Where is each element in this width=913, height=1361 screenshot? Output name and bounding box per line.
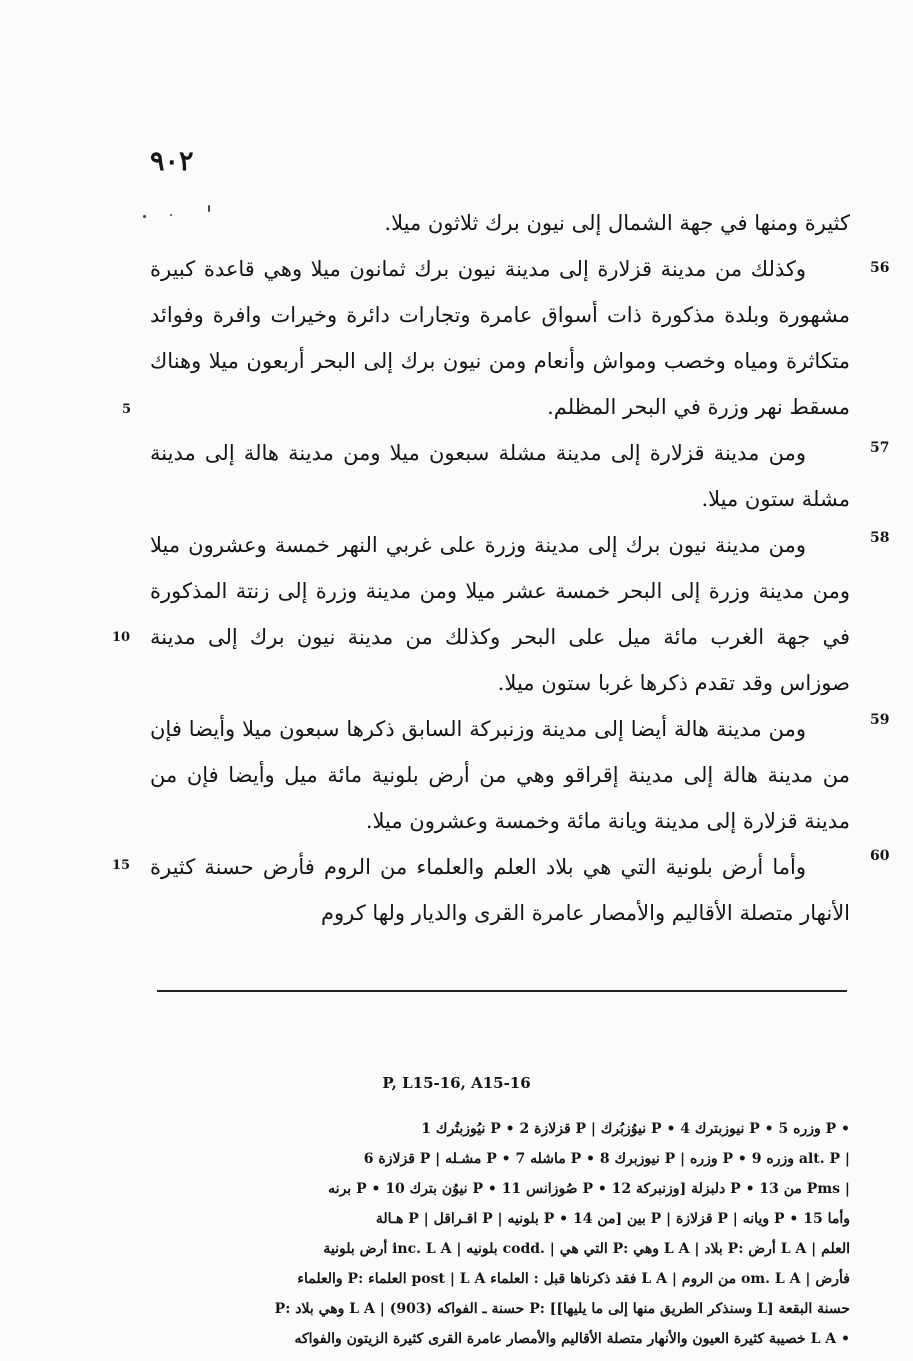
apparatus-line: • L A خصيبة كثيرة العيون والأنهار متصلة الأقاليم والأمصار عامرة القرى كثيرة الزيتون والفواكه — [294, 1331, 850, 1347]
paragraph-number: 57 — [870, 440, 890, 456]
apparatus-line: فأرض | om. L A من الروم | L A فقد ذكرناها قبل : العلماء post | L A العلماء :P والعلماء — [297, 1271, 850, 1287]
critical-apparatus — [155, 1114, 850, 1354]
line-number: 10 — [112, 630, 131, 645]
footnote-divider — [157, 990, 847, 992]
line-number: 5 — [122, 402, 132, 417]
paragraph-number: 59 — [870, 712, 890, 728]
paragraph-number: 56 — [870, 260, 890, 276]
line-number: 15 — [112, 858, 131, 873]
paragraph: كثيرة ومنها في جهة الشمال إلى نيون برك ثلاثون ميلا. — [384, 211, 850, 235]
page-number: ٩٠٢ — [150, 146, 194, 177]
paragraph-number: 60 — [870, 848, 890, 864]
paragraph: وكذلك من مدينة قزلارة إلى مدينة نيون برك ثمانون ميلا وهي قاعدة كبيرة مشهورة وبلدة مذكورة ذات أسواق عامرة وتجارات دائرة وخيرات وافرة وفوائد متكاثرة ومياه وخصب ومواش وأنعام ومن نيون برك إلى البحر أربعون ميلا وهناك مسقط نهر وزرة في البحر المظلم. — [150, 257, 850, 419]
paragraph: ومن مدينة هالة أيضا إلى مدينة وزنبركة السابق ذكرها سبعون ميلا وأيضا فإن من مدينة هالة إلى مدينة إقراقو وهي من أرض بلونية مائة ميل وأيضا فإن من مدينة قزلارة إلى مدينة ويانة مائة وخمسة وعشرون ميلا. — [150, 717, 850, 833]
apparatus-line: | Pms من 13 • P دلبزلة [وزنبركة 12 • P صُوزانس 11 • P نيوُن بترك 10 • P برنه — [328, 1181, 850, 1197]
apparatus-line: حسنة البقعة [L وسنذكر الطريق منها إلى ما يليها]] :P حسنة ـ الفواكه (903) | L A وهي بلاد :P — [274, 1301, 850, 1317]
paragraph: وأما أرض بلونية التي هي بلاد العلم والعلماء من الروم فأرض حسنة كثيرة الأنهار متصلة الأقاليم والأمصار عامرة القرى والديار ولها كروم — [150, 855, 850, 925]
apparatus-line: العلم | L A أرض :P بلاد | L A وهي :P التي هي | .codd بلونيه | inc. L A أرض بلونية — [323, 1241, 850, 1257]
manuscript-sigla: P, L15-16, A15-16 — [382, 1074, 531, 1092]
apparatus-line: • P وزره 5 • P نيوزبترك 4 • P نيوُزبُرك | P قزلازة 2 • P نيُوزبتُرك 1 — [421, 1121, 850, 1137]
scan-speck — [143, 215, 146, 218]
paragraph-number: 58 — [870, 530, 890, 546]
paragraph: ومن مدينة نيون برك إلى مدينة وزرة على غربي النهر خمسة وعشرون ميلا ومن مدينة وزرة إلى البحر خمسة عشر ميلا ومن مدينة وزرة إلى زنتة المذكورة في جهة الغرب مائة ميل على البحر وكذلك من مدينة نيون برك إلى مدينة صوزاس وقد تقدم ذكرها غربا ستون ميلا. — [150, 533, 850, 695]
paragraph: ومن مدينة قزلارة إلى مدينة مشلة سبعون ميلا ومن مدينة هالة إلى مدينة مشلة ستون ميلا. — [150, 441, 850, 511]
main-text — [150, 200, 850, 936]
apparatus-line: وأما 15 • P ويانه | P قزلازة | P بين [من 14 • P بلونيه | P اقـراقل | P هـالة — [375, 1211, 850, 1227]
apparatus-line: | alt. P وزره 9 • P وزره | P نيوزبرك 8 • P ماشله 7 • P مشـله | P قزلازة 6 — [363, 1151, 850, 1167]
